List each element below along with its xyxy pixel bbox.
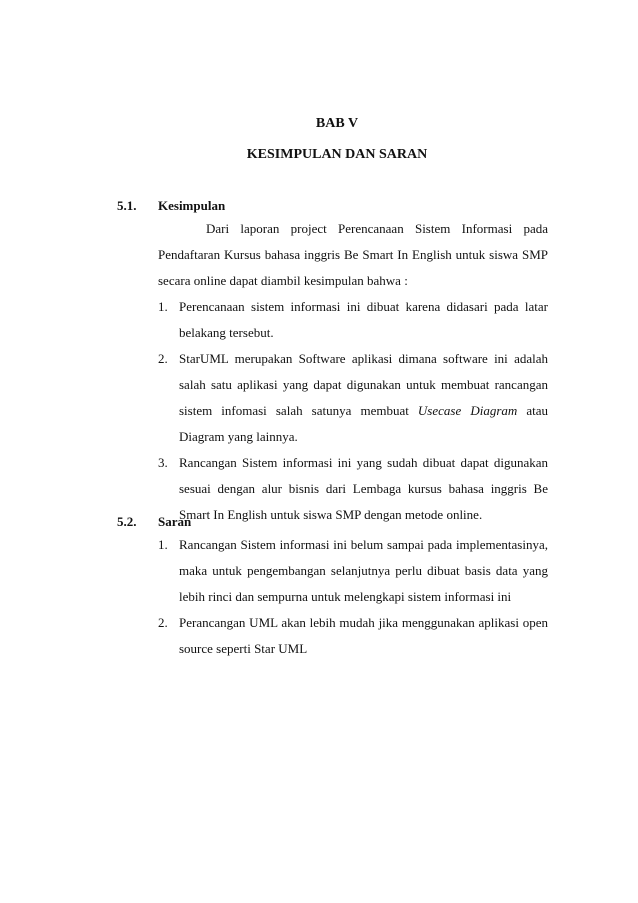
kesimpulan-list: [158, 294, 548, 528]
section-heading-kesimpulan: Kesimpulan: [158, 198, 226, 213]
saran-list: [158, 532, 548, 662]
kesimpulan-intro-text: Dari laporan project Perencanaan Sistem Informasi pada Pendaftaran Kursus bahasa inggris Be Smart In English untuk siswa SMP secara online dapat diambil kesimpulan bahwa :: [158, 221, 548, 288]
list-item-text: Perancangan UML akan lebih mudah jika menggunakan aplikasi open source seperti Star UML: [179, 615, 548, 656]
list-item-number: 2.: [158, 615, 168, 630]
list-item-number: 1.: [158, 299, 168, 314]
list-item-number: 1.: [158, 537, 168, 552]
list-item: [158, 294, 548, 346]
list-item-text: Rancangan Sistem informasi ini yang sudah dibuat dapat digunakan sesuai dengan alur bisnis dari Lembaga kursus bahasa inggris Be Smart In English untuk siswa SMP dengan metode online.: [179, 455, 548, 522]
list-item-number: 2.: [158, 351, 168, 366]
section-heading-saran: Saran: [158, 514, 192, 529]
section-number-kesimpulan: 5.1.: [117, 198, 137, 213]
chapter-title: KESIMPULAN DAN SARAN: [246, 147, 428, 162]
list-item-text: Rancangan Sistem informasi ini belum sampai pada implementasinya, maka untuk pengembangan selanjutnya perlu dibuat basis data yang lebih rinci dan sempurna untuk melengkapi sistem informasi ini: [179, 537, 548, 604]
list-item: [158, 532, 548, 610]
list-item: [158, 346, 548, 450]
list-item-number: 3.: [158, 455, 168, 470]
list-item-text: StarUML merupakan Software aplikasi dimana software ini adalah salah satu aplikasi yang dapat digunakan untuk membuat rancangan sistem infomasi salah satunya membuat: [179, 351, 548, 418]
list-item-text: Perencanaan sistem informasi ini dibuat karena didasari pada latar belakang tersebut.: [179, 299, 548, 340]
list-item-text-end: atau Diagram yang lainnya.: [179, 403, 549, 444]
list-item: [158, 450, 548, 528]
kesimpulan-intro: [158, 216, 548, 294]
section-number-saran: 5.2.: [117, 514, 137, 529]
list-item: [158, 610, 548, 662]
chapter-number: BAB V: [315, 116, 359, 131]
list-item-italic-term: Usecase Diagram: [417, 403, 518, 418]
